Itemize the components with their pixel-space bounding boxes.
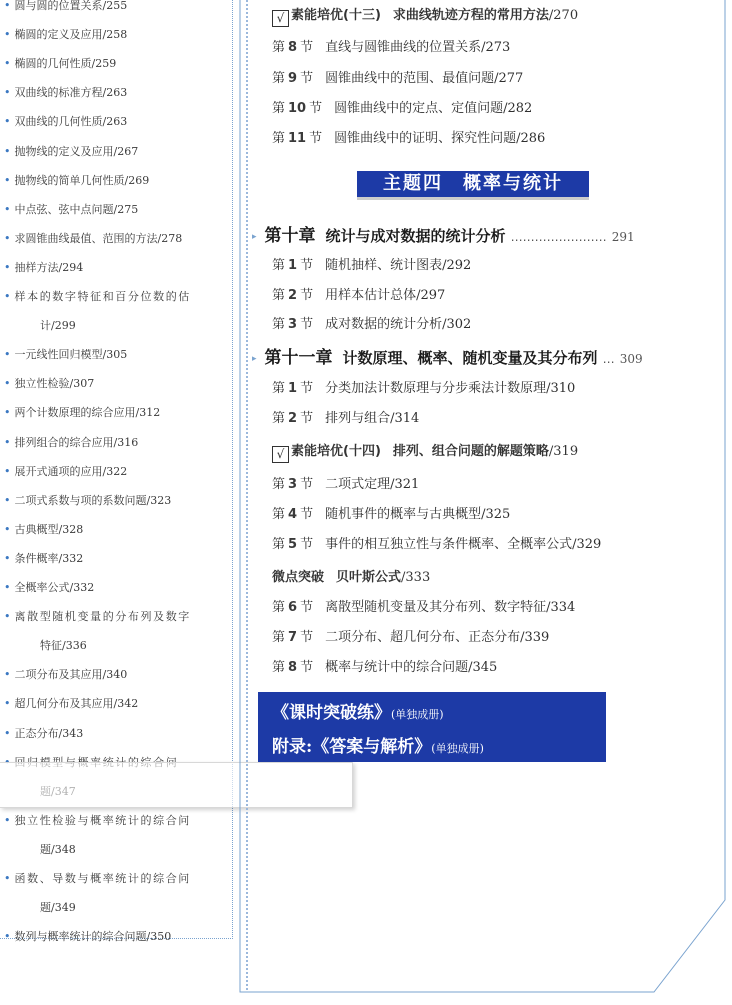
chapter-number: 第十一章: [264, 348, 333, 368]
bullet-icon: •: [4, 697, 11, 711]
left-index-item[interactable]: [4, 230, 229, 246]
left-index-text: 二项式系数与项的系数问题/323: [14, 493, 172, 507]
left-index-item[interactable]: [4, 84, 229, 100]
section-unit: 节: [300, 71, 314, 86]
ability-page: /319: [548, 444, 579, 459]
section-row[interactable]: [272, 596, 575, 615]
bullet-icon: •: [4, 551, 11, 565]
ability-tag: 素能培优(十三): [291, 8, 381, 23]
left-index-text: 双曲线的标准方程/263: [14, 86, 128, 100]
left-index-text: 一元线性回归模型/305: [14, 348, 128, 362]
section-unit: 节: [300, 507, 314, 522]
section-row[interactable]: [272, 473, 419, 492]
section-prefix: 第: [272, 660, 286, 675]
left-index-item[interactable]: [4, 666, 229, 682]
left-index-item[interactable]: [4, 172, 229, 188]
bullet-icon: •: [4, 522, 11, 536]
bullet-icon: •: [4, 493, 11, 507]
bullet-icon: •: [4, 668, 11, 682]
left-index-text: 椭圆的几何性质/259: [14, 57, 117, 71]
left-index-text: 中点弦、弦中点问题/275: [14, 202, 139, 216]
section-row[interactable]: [272, 626, 549, 645]
section-row[interactable]: [272, 533, 601, 552]
section-number: 2: [288, 288, 298, 303]
section-title: 分类加法计数原理与分步乘法计数原理/310: [325, 381, 576, 396]
left-index-text: 函数、导数与概率统计的综合问: [14, 872, 191, 885]
overlay-panel: [0, 762, 353, 808]
check-icon: √: [272, 10, 289, 27]
left-index-item[interactable]: [4, 259, 229, 275]
bullet-icon: •: [4, 115, 11, 129]
dot-leader: …: [602, 352, 615, 366]
section-number: 8: [288, 40, 298, 55]
section-unit: 节: [300, 381, 314, 396]
left-index-text: 求圆锥曲线最值、范围的方法/278: [14, 231, 183, 245]
section-unit: 节: [300, 258, 314, 273]
left-index-item[interactable]: [4, 113, 229, 129]
left-index-item[interactable]: [4, 725, 229, 741]
section-prefix: 第: [272, 40, 286, 55]
chapter-marker-icon: ▸: [252, 232, 257, 242]
left-index-item[interactable]: [4, 608, 229, 624]
section-number: 10: [288, 101, 307, 116]
section-row[interactable]: [272, 284, 445, 303]
bullet-icon: •: [4, 173, 11, 187]
section-prefix: 第: [272, 101, 286, 116]
left-index-item[interactable]: [4, 870, 229, 886]
bullet-icon: •: [4, 348, 11, 362]
micro-page: /333: [401, 570, 431, 585]
section-number: 8: [288, 660, 298, 675]
section-row[interactable]: [272, 67, 523, 86]
left-index-text: 离散型随机变量的分布列及数字: [14, 610, 191, 624]
section-number: 1: [288, 381, 298, 396]
left-index-text: 样本的数字特征和百分位数的估: [14, 290, 191, 303]
left-index-text: 超几何分布及其应用/342: [14, 697, 139, 711]
section-title: 二项分布、超几何分布、正态分布/339: [325, 630, 550, 645]
chapter-number: 第十章: [264, 226, 316, 246]
section-title: 随机抽样、统计图表/292: [325, 258, 472, 273]
bullet-icon: •: [4, 202, 11, 216]
banner-line-2[interactable]: 附录:《答案与解析》(单独成册): [272, 737, 484, 757]
left-index-text: 特征/336: [40, 639, 87, 653]
left-index-text: 抛物线的简单几何性质/269: [14, 173, 150, 187]
left-index-text: 全概率公式/332: [14, 581, 95, 594]
left-index-item[interactable]: [4, 550, 229, 566]
section-unit: 节: [300, 600, 314, 615]
left-index-text: 数列与概率统计的综合问题/350: [14, 930, 172, 944]
bullet-icon: •: [4, 377, 11, 391]
section-title: 成对数据的统计分析/302: [325, 317, 472, 332]
left-index-item[interactable]: [4, 695, 229, 711]
section-title: 直线与圆锥曲线的位置关系/273: [325, 40, 511, 55]
section-row[interactable]: [272, 254, 471, 273]
section-unit: 节: [309, 131, 323, 146]
section-unit: 节: [309, 101, 323, 116]
bullet-icon: •: [4, 0, 11, 12]
left-index-text: 独立性检验/307: [14, 377, 95, 391]
right-frame: [239, 0, 726, 1000]
section-row[interactable]: [272, 127, 545, 146]
bullet-icon: •: [4, 464, 11, 478]
left-index-text: 条件概率/332: [14, 551, 84, 565]
section-prefix: 第: [272, 258, 286, 273]
section-unit: 节: [300, 288, 314, 303]
appendix-banner: [258, 692, 606, 762]
left-index-item[interactable]: [4, 143, 229, 159]
micro-tag: 微点突破: [272, 570, 325, 585]
micro-title: 贝叶斯公式: [336, 570, 402, 585]
left-index-item[interactable]: [40, 317, 265, 333]
ability-title: 排列、组合问题的解题策略: [392, 444, 549, 459]
bullet-icon: •: [4, 930, 11, 944]
ability-tag: 素能培优(十四): [291, 444, 381, 459]
theme-banner: 主题四 概率与统计: [357, 171, 589, 200]
left-index-item[interactable]: [4, 434, 229, 450]
bullet-icon: •: [4, 86, 11, 100]
section-title: 圆锥曲线中的定点、定值问题/282: [334, 101, 533, 116]
section-number: 4: [288, 507, 298, 522]
left-index-text: 排列组合的综合应用/316: [14, 435, 139, 449]
left-index-text: 抛物线的定义及应用/267: [14, 144, 139, 158]
section-row[interactable]: [272, 377, 575, 396]
section-title: 用样本估计总体/297: [325, 288, 446, 303]
section-prefix: 第: [272, 537, 286, 552]
section-prefix: 第: [272, 600, 286, 615]
left-index-text: 古典概型/328: [14, 522, 84, 536]
left-index-item[interactable]: [40, 841, 265, 857]
section-title: 事件的相互独立性与条件概率、全概率公式/329: [325, 537, 602, 552]
left-index-item[interactable]: [4, 812, 229, 828]
section-number: 5: [288, 537, 298, 552]
section-title: 圆锥曲线中的证明、探究性问题/286: [334, 131, 546, 146]
section-row[interactable]: [272, 407, 419, 426]
left-index-item[interactable]: [4, 521, 229, 537]
left-index-item[interactable]: [4, 492, 229, 508]
section-number: 2: [288, 411, 298, 426]
left-index-text: 题/348: [40, 842, 76, 856]
dot-leader: ……………………: [510, 230, 607, 244]
section-row[interactable]: [272, 656, 497, 675]
micro-breakthrough[interactable]: [272, 566, 430, 585]
section-unit: 节: [300, 477, 314, 492]
bullet-icon: •: [4, 435, 11, 449]
section-row[interactable]: [272, 36, 510, 55]
check-icon: √: [272, 446, 289, 463]
bullet-icon: •: [4, 872, 11, 885]
section-unit: 节: [300, 537, 314, 552]
bullet-icon: •: [4, 290, 11, 303]
section-title: 概率与统计中的综合问题/345: [325, 660, 498, 675]
left-index-item[interactable]: [4, 201, 229, 217]
left-index-text: 展开式通项的应用/322: [14, 464, 128, 478]
section-unit: 节: [300, 411, 314, 426]
left-index-text: 计/299: [40, 319, 76, 333]
ability-page: /270: [548, 8, 579, 23]
section-unit: 节: [300, 660, 314, 675]
left-index-item[interactable]: [4, 288, 229, 304]
section-title: 随机事件的概率与古典概型/325: [325, 507, 511, 522]
section-row[interactable]: [272, 313, 471, 332]
section-number: 7: [288, 630, 298, 645]
left-index-text: 正态分布/343: [14, 726, 84, 740]
chapter-10[interactable]: [252, 221, 635, 246]
left-index-text: 二项分布及其应用/340: [14, 668, 128, 682]
section-row[interactable]: [272, 503, 510, 522]
left-index-text: 圆与圆的位置关系/255: [14, 0, 128, 12]
banner-line-1[interactable]: 《课时突破练》(单独成册): [272, 703, 444, 723]
bullet-icon: •: [4, 610, 11, 624]
bullet-icon: •: [4, 260, 11, 274]
left-index-item[interactable]: [4, 26, 229, 42]
left-index-text: 独立性检验与概率统计的综合问: [14, 813, 191, 827]
section-title: 圆锥曲线中的范围、最值问题/277: [325, 71, 524, 86]
left-index-item[interactable]: [40, 637, 265, 653]
bullet-icon: •: [4, 144, 11, 158]
section-prefix: 第: [272, 317, 286, 332]
left-index-text: 双曲线的几何性质/263: [14, 115, 128, 129]
section-prefix: 第: [272, 507, 286, 522]
section-title: 二项式定理/321: [325, 477, 420, 492]
left-index-item[interactable]: [4, 0, 229, 13]
left-index-item[interactable]: [4, 404, 229, 420]
section-row[interactable]: [272, 97, 532, 116]
left-index-text: 抽样方法/294: [14, 260, 84, 274]
chapter-title: 计数原理、概率、随机变量及其分布列: [342, 349, 598, 367]
section-unit: 节: [300, 317, 314, 332]
section-prefix: 第: [272, 71, 286, 86]
left-index-item[interactable]: [40, 899, 265, 915]
ability-row-13[interactable]: [272, 4, 578, 27]
dotted-divider: [246, 0, 248, 990]
chapter-page: 291: [611, 230, 635, 244]
section-number: 9: [288, 71, 298, 86]
left-index-item[interactable]: [4, 375, 229, 391]
section-prefix: 第: [272, 411, 286, 426]
bullet-icon: •: [4, 813, 11, 827]
section-prefix: 第: [272, 288, 286, 303]
section-prefix: 第: [272, 131, 286, 146]
bullet-icon: •: [4, 406, 11, 420]
chapter-title: 统计与成对数据的统计分析: [325, 227, 506, 245]
section-number: 6: [288, 600, 298, 615]
section-prefix: 第: [272, 630, 286, 645]
section-title: 排列与组合/314: [325, 411, 420, 426]
bullet-icon: •: [4, 57, 11, 71]
left-index-item[interactable]: [4, 579, 229, 595]
left-index-text: 题/349: [40, 901, 76, 915]
bullet-icon: •: [4, 231, 11, 245]
bullet-icon: •: [4, 581, 11, 594]
chapter-page: 309: [619, 352, 643, 366]
left-index-item[interactable]: [4, 928, 229, 944]
left-index-text: 椭圆的定义及应用/258: [14, 28, 128, 42]
bullet-icon: •: [4, 28, 11, 42]
left-index-text: 两个计数原理的综合应用/312: [14, 406, 161, 420]
section-number: 1: [288, 258, 298, 273]
section-unit: 节: [300, 630, 314, 645]
chapter-marker-icon: ▸: [252, 354, 257, 364]
ability-title: 求曲线轨迹方程的常用方法: [392, 8, 549, 23]
section-number: 3: [288, 317, 298, 332]
left-index-item[interactable]: [4, 463, 229, 479]
left-index-item[interactable]: [4, 55, 229, 71]
section-title: 离散型随机变量及其分布列、数字特征/334: [325, 600, 576, 615]
ability-row-14[interactable]: [272, 440, 578, 463]
chapter-11[interactable]: [252, 343, 643, 368]
section-number: 11: [288, 131, 307, 146]
left-index-item[interactable]: [4, 346, 229, 362]
section-prefix: 第: [272, 381, 286, 396]
section-number: 3: [288, 477, 298, 492]
section-prefix: 第: [272, 477, 286, 492]
bullet-icon: •: [4, 726, 11, 740]
section-unit: 节: [300, 40, 314, 55]
